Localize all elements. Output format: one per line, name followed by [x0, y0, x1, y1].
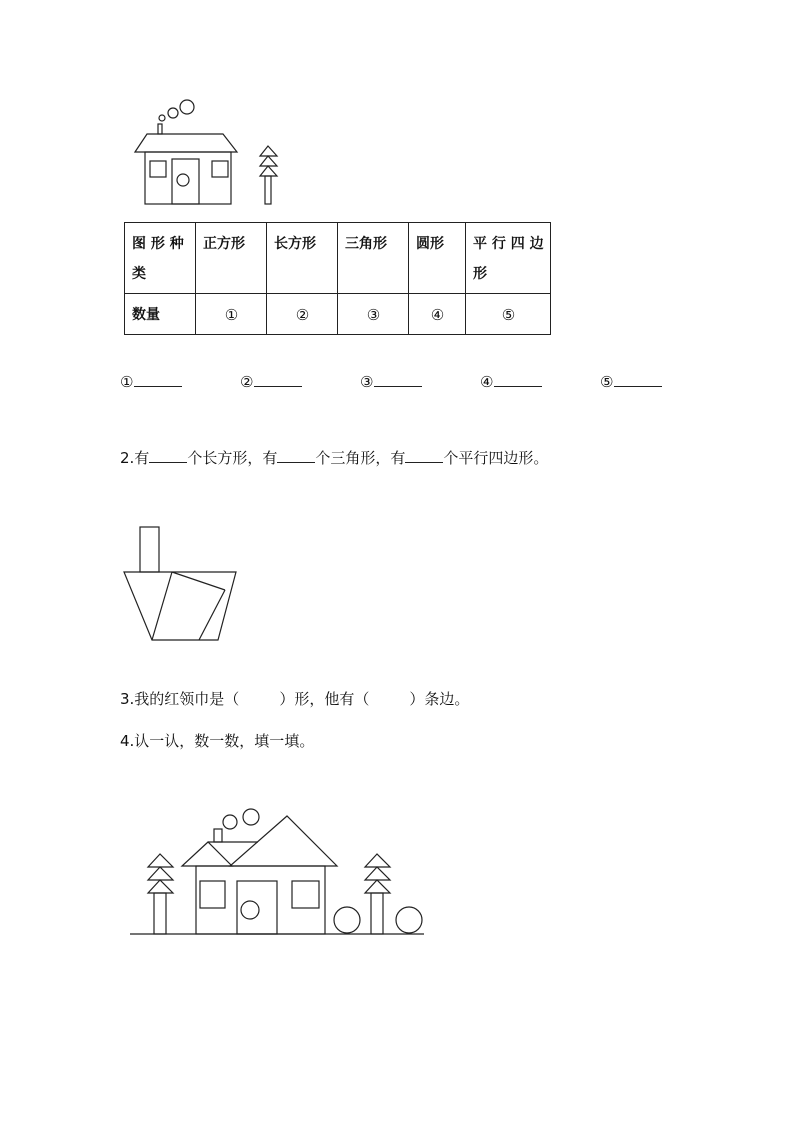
answer-blank-3[interactable]: ③ [360, 372, 422, 391]
count-cell-5: ⑤ [466, 294, 551, 335]
answer-blank-2[interactable]: ② [240, 372, 302, 391]
scene-left-window [200, 881, 225, 908]
row-header-shape-type: 图 形 种 类 [125, 223, 196, 294]
count-cell-3: ③ [338, 294, 409, 335]
question-3: 3.我的红领巾是（ ）形，他有（ ）条边。 [120, 690, 470, 708]
col-parallelogram: 平 行 四 边 形 [466, 223, 551, 294]
scene-door-circle [241, 901, 259, 919]
question-4: 4.认一认，数一数，填一填。 [120, 732, 315, 750]
answer-blank-5[interactable]: ⑤ [600, 372, 662, 391]
count-cell-1: ① [196, 294, 267, 335]
col-triangle: 三角形 [338, 223, 409, 294]
bush-circle-right [396, 907, 422, 933]
scene-door [237, 881, 277, 934]
col-square: 正方形 [196, 223, 267, 294]
left-tree-triangle-bottom [148, 880, 173, 893]
left-tree-triangle-middle [148, 867, 173, 880]
answer-blank-4[interactable]: ④ [480, 372, 542, 391]
question-2: 2.有 个长方形，有 个三角形，有 个平行四边形。 [120, 449, 549, 467]
left-tree-trunk [154, 893, 166, 934]
count-cell-4: ④ [409, 294, 466, 335]
col-circle: 圆形 [409, 223, 466, 294]
row-header-count: 数量 [125, 294, 196, 335]
right-tree-triangle-middle [365, 867, 390, 880]
scene-house-body [196, 866, 325, 934]
smoke-circle-right [243, 809, 259, 825]
scene-right-window [292, 881, 319, 908]
scene-chimney [214, 829, 222, 842]
left-roof-triangle [182, 842, 232, 866]
right-tree-trunk [371, 893, 383, 934]
left-tree-triangle-top [148, 854, 173, 867]
count-cell-2: ② [267, 294, 338, 335]
right-tree-triangle-bottom [365, 880, 390, 893]
col-rectangle: 长方形 [267, 223, 338, 294]
smoke-circle-left [223, 815, 237, 829]
right-tree-triangle-top [365, 854, 390, 867]
answer-blank-1[interactable]: ① [120, 372, 182, 391]
bush-circle-left [334, 907, 360, 933]
